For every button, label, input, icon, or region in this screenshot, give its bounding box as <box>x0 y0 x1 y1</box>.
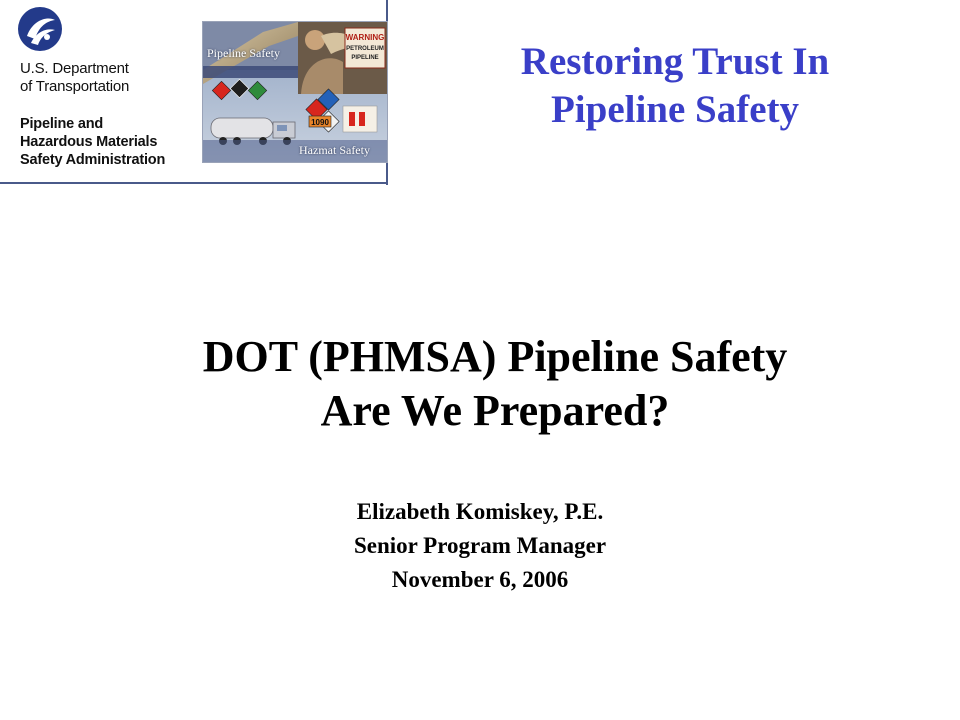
dot-emblem-icon <box>17 6 63 52</box>
admin-name-line-3: Safety Administration <box>20 152 166 168</box>
presenter-role: Senior Program Manager <box>353 533 607 558</box>
warning-sign-line-1: WARNING <box>345 33 385 42</box>
admin-name-line-1: Pipeline and <box>20 116 104 132</box>
pipeline-hazmat-collage <box>202 21 388 163</box>
presenter-name: Elizabeth Komiskey, P.E. <box>356 499 604 524</box>
admin-name-line-2: Hazardous Materials <box>20 134 158 150</box>
header-title <box>470 38 880 134</box>
header-title-line-1: Restoring Trust In <box>520 40 830 83</box>
agency-name-line-2: of Transportation <box>20 78 130 95</box>
logo-divider-horizontal <box>0 182 388 184</box>
hazmat-safety-caption: Hazmat Safety <box>299 143 370 157</box>
agency-name-line-1: U.S. Department <box>20 60 129 77</box>
placard-number: 1090 <box>311 118 329 127</box>
main-title-line-1: DOT (PHMSA) Pipeline Safety <box>202 332 788 381</box>
header-title-line-2: Pipeline Safety <box>550 88 800 131</box>
presentation-date: November 6, 2006 <box>391 567 569 592</box>
warning-sign-line-3: PIPELINE <box>351 55 379 61</box>
pipeline-safety-caption: Pipeline Safety <box>207 46 280 60</box>
collage-artwork <box>203 22 387 162</box>
dot-phmsa-logo <box>0 0 200 185</box>
main-title-line-2: Are We Prepared? <box>320 386 670 435</box>
main-title <box>60 330 930 438</box>
presenter-byline <box>220 495 740 597</box>
warning-sign-line-2: PETROLEUM <box>346 46 384 52</box>
